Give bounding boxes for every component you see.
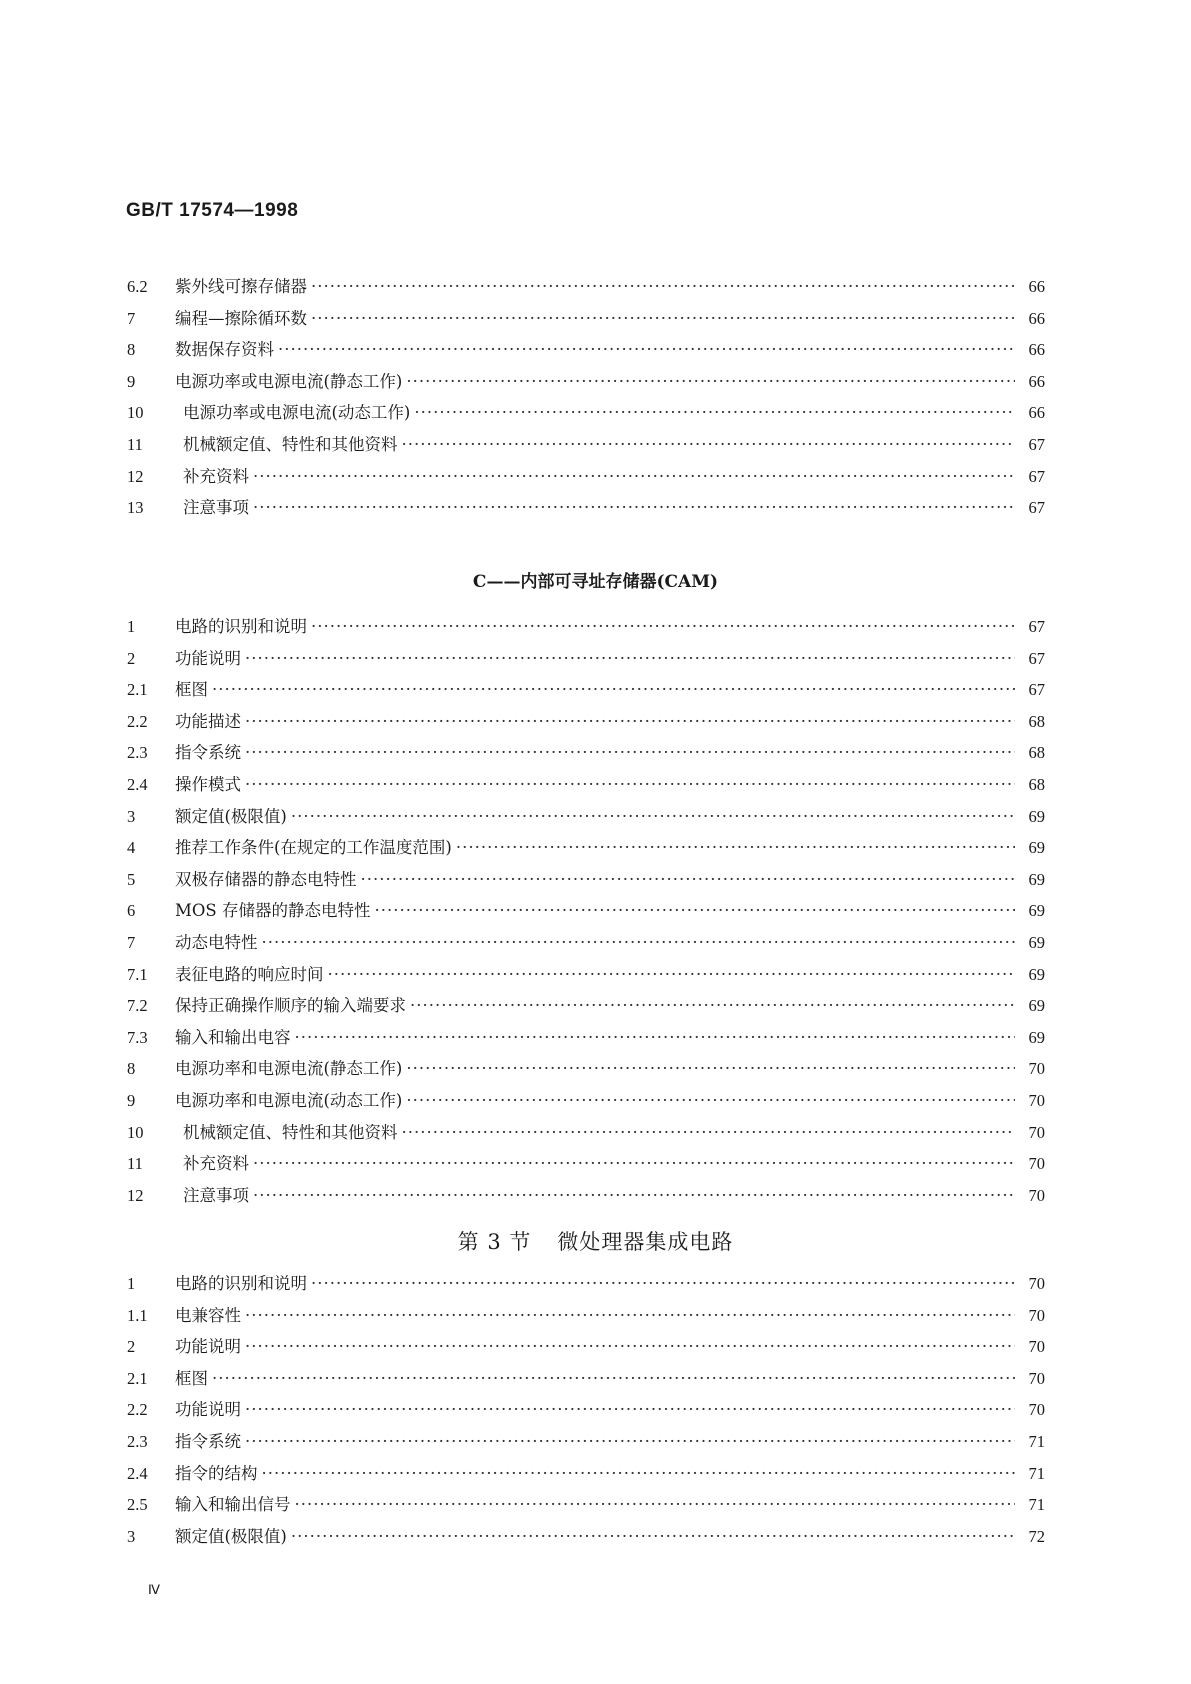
toc-entry-page: 67 bbox=[1028, 466, 1045, 486]
toc-entry-title: 表征电路的响应时间 bbox=[175, 964, 324, 984]
toc-entry[interactable] bbox=[127, 803, 1045, 835]
toc-entry-number: 1 bbox=[127, 1274, 136, 1293]
toc-entry-page: 70 bbox=[1028, 1400, 1045, 1420]
dot-leader bbox=[402, 1123, 1016, 1142]
toc-entry-page: 70 bbox=[1028, 1274, 1045, 1293]
toc-entry[interactable] bbox=[127, 1119, 1045, 1151]
toc-entry[interactable] bbox=[127, 1087, 1045, 1119]
toc-entry-number: 7.3 bbox=[127, 1027, 148, 1047]
dot-leader bbox=[311, 617, 1015, 636]
dot-leader bbox=[311, 309, 1015, 328]
toc-entry-number: 11 bbox=[127, 1154, 143, 1174]
toc-entry-title: 机械额定值、特性和其他资料 bbox=[183, 434, 398, 454]
dot-leader bbox=[291, 807, 1015, 826]
toc-entry[interactable] bbox=[127, 494, 1045, 526]
toc-entry-number: 2.2 bbox=[127, 711, 148, 731]
toc-entry[interactable] bbox=[127, 613, 1045, 645]
toc-entry-title: 输入和输出电容 bbox=[175, 1027, 291, 1047]
toc-entry-title: 补充资料 bbox=[183, 1154, 249, 1174]
toc-entry-page: 69 bbox=[1028, 838, 1045, 858]
toc-entry[interactable] bbox=[127, 1150, 1045, 1182]
toc-entry-number: 8 bbox=[127, 1059, 136, 1079]
dot-leader bbox=[406, 1059, 1015, 1078]
toc-entry-number: 10 bbox=[127, 1122, 144, 1142]
toc-entry-title: 框图 bbox=[175, 680, 208, 700]
toc-entry-page: 69 bbox=[1028, 996, 1045, 1016]
dot-leader bbox=[253, 1186, 1015, 1205]
toc-entry-title: 电源功率和电源电流(静态工作) bbox=[175, 1059, 403, 1079]
dot-leader bbox=[278, 340, 1015, 359]
dot-leader bbox=[361, 870, 1016, 889]
toc-entry-number: 13 bbox=[127, 498, 144, 518]
toc-entry-page: 70 bbox=[1028, 1059, 1045, 1079]
toc-entry-number: 1 bbox=[127, 617, 136, 636]
toc-entry-number: 12 bbox=[127, 1185, 144, 1205]
toc-entry[interactable] bbox=[127, 866, 1045, 898]
toc-entry-page: 67 bbox=[1028, 648, 1045, 668]
dot-leader bbox=[253, 467, 1015, 486]
dot-leader bbox=[406, 372, 1015, 391]
toc-entry-number: 5 bbox=[127, 869, 136, 889]
dot-leader bbox=[291, 1527, 1015, 1546]
dot-leader bbox=[245, 1306, 1015, 1325]
toc-entry-title: 紫外线可擦存储器 bbox=[175, 277, 307, 296]
toc-block-2 bbox=[127, 613, 1045, 1213]
toc-entry-number: 7 bbox=[127, 308, 136, 328]
dot-leader bbox=[212, 1369, 1015, 1388]
toc-entry-page: 69 bbox=[1028, 901, 1045, 921]
toc-entry-title: 指令系统 bbox=[175, 743, 241, 763]
toc-entry-page: 69 bbox=[1028, 964, 1045, 984]
toc-entry-title: 注意事项 bbox=[183, 498, 249, 518]
dot-leader bbox=[245, 775, 1015, 794]
toc-entry[interactable] bbox=[127, 1460, 1045, 1492]
dot-leader bbox=[295, 1495, 1016, 1514]
toc-entry-page: 71 bbox=[1028, 1463, 1045, 1483]
dot-leader bbox=[245, 649, 1015, 668]
toc-entry-page: 68 bbox=[1028, 711, 1045, 731]
toc-entry-page: 66 bbox=[1028, 308, 1045, 328]
toc-entry-number: 9 bbox=[127, 371, 136, 391]
toc-block-1 bbox=[127, 273, 1045, 526]
page-folio: Ⅳ bbox=[148, 1582, 160, 1597]
section-heading bbox=[0, 1226, 1191, 1256]
toc-entry-page: 66 bbox=[1028, 403, 1045, 423]
toc-entry[interactable] bbox=[127, 463, 1045, 495]
toc-entry-page: 70 bbox=[1028, 1122, 1045, 1142]
toc-entry-number: 2.4 bbox=[127, 774, 148, 794]
toc-entry-number: 6.2 bbox=[127, 277, 148, 296]
toc-entry-page: 70 bbox=[1028, 1185, 1045, 1205]
subsection-heading-cam: C——内部可寻址存储器(CAM) bbox=[472, 572, 719, 592]
toc-entry-title: MOS 存储器的静态电特性 bbox=[175, 901, 371, 921]
dot-leader bbox=[262, 1464, 1016, 1483]
toc-entry-page: 66 bbox=[1028, 277, 1045, 296]
toc-entry-page: 70 bbox=[1028, 1368, 1045, 1388]
toc-entry-title: 电兼容性 bbox=[175, 1305, 241, 1325]
toc-entry-page: 69 bbox=[1028, 932, 1045, 952]
toc-entry-page: 70 bbox=[1028, 1305, 1045, 1325]
toc-entry-page: 67 bbox=[1028, 680, 1045, 700]
dot-leader bbox=[295, 1028, 1016, 1047]
toc-entry-number: 8 bbox=[127, 340, 136, 360]
toc-entry-title: 数据保存资料 bbox=[175, 340, 274, 360]
dot-leader bbox=[253, 498, 1015, 517]
toc-entry[interactable] bbox=[127, 1428, 1045, 1460]
toc-entry-title: 动态电特性 bbox=[175, 932, 258, 952]
toc-entry-title: 功能说明 bbox=[175, 1337, 241, 1357]
toc-entry[interactable] bbox=[127, 336, 1045, 368]
toc-entry-title: 补充资料 bbox=[183, 466, 249, 486]
toc-entry-title: 保持正确操作顺序的输入端要求 bbox=[175, 996, 406, 1016]
toc-entry[interactable] bbox=[127, 1396, 1045, 1428]
toc-entry[interactable] bbox=[127, 1182, 1045, 1214]
toc-entry-title: 推荐工作条件(在规定的工作温度范围) bbox=[175, 838, 452, 858]
toc-entry-number: 4 bbox=[127, 838, 136, 858]
dot-leader bbox=[374, 901, 1015, 920]
section-title: 微处理器集成电路 bbox=[557, 1230, 734, 1254]
toc-entry-page: 67 bbox=[1028, 617, 1045, 636]
toc-entry[interactable] bbox=[127, 399, 1045, 431]
toc-entry-title: 功能说明 bbox=[175, 648, 241, 668]
dot-leader bbox=[311, 1274, 1015, 1293]
toc-entry-number: 7.1 bbox=[127, 964, 148, 984]
toc-entry[interactable] bbox=[127, 992, 1045, 1024]
toc-entry-number: 7 bbox=[127, 932, 136, 952]
dot-leader bbox=[212, 680, 1015, 699]
toc-entry-title: 电路的识别和说明 bbox=[175, 617, 307, 636]
toc-entry-title: 输入和输出信号 bbox=[175, 1495, 291, 1515]
toc-entry-title: 注意事项 bbox=[183, 1185, 249, 1205]
toc-entry-page: 70 bbox=[1028, 1090, 1045, 1110]
toc-entry-title: 电源功率或电源电流(动态工作) bbox=[183, 403, 411, 423]
toc-entry-number: 3 bbox=[127, 1526, 136, 1546]
dot-leader bbox=[402, 435, 1016, 454]
toc-entry[interactable] bbox=[127, 1365, 1045, 1397]
toc-entry-number: 11 bbox=[127, 434, 143, 454]
toc-entry-title: 电源功率或电源电流(静态工作) bbox=[175, 371, 403, 391]
toc-entry[interactable] bbox=[127, 305, 1045, 337]
toc-entry-title: 指令的结构 bbox=[175, 1463, 258, 1483]
toc-entry[interactable] bbox=[127, 1302, 1045, 1334]
dot-leader bbox=[245, 1432, 1015, 1451]
section-label: 第 3 节 bbox=[457, 1230, 532, 1254]
dot-leader bbox=[245, 1400, 1015, 1419]
toc-entry[interactable] bbox=[127, 368, 1045, 400]
toc-entry[interactable] bbox=[127, 1333, 1045, 1365]
dot-leader bbox=[253, 1154, 1015, 1173]
dot-leader bbox=[245, 1337, 1015, 1356]
toc-entry-number: 2.2 bbox=[127, 1400, 148, 1420]
toc-entry-title: 编程—擦除循环数 bbox=[175, 308, 307, 328]
toc-entry[interactable] bbox=[127, 1055, 1045, 1087]
toc-entry-page: 71 bbox=[1028, 1431, 1045, 1451]
dot-leader bbox=[328, 965, 1016, 984]
toc-entry[interactable] bbox=[127, 676, 1045, 708]
toc-entry-number: 6 bbox=[127, 901, 136, 921]
toc-entry[interactable] bbox=[127, 1491, 1045, 1523]
toc-entry[interactable] bbox=[127, 645, 1045, 677]
toc-entry[interactable] bbox=[127, 1523, 1045, 1555]
toc-entry-page: 69 bbox=[1028, 1027, 1045, 1047]
toc-block-3 bbox=[127, 1270, 1045, 1554]
toc-entry-title: 功能说明 bbox=[175, 1400, 241, 1420]
toc-entry[interactable] bbox=[127, 834, 1045, 866]
dot-leader bbox=[406, 1091, 1015, 1110]
toc-entry-page: 70 bbox=[1028, 1154, 1045, 1174]
toc-entry-number: 1.1 bbox=[127, 1305, 148, 1325]
toc-entry-number: 9 bbox=[127, 1090, 136, 1110]
dot-leader bbox=[414, 403, 1015, 422]
toc-entry-number: 3 bbox=[127, 806, 136, 826]
dot-leader bbox=[245, 712, 1015, 731]
toc-entry-title: 框图 bbox=[175, 1368, 208, 1388]
toc-entry-title: 机械额定值、特性和其他资料 bbox=[183, 1122, 398, 1142]
toc-entry-number: 2.3 bbox=[127, 743, 148, 763]
dot-leader bbox=[311, 277, 1015, 296]
toc-entry-number: 2 bbox=[127, 1337, 136, 1357]
toc-entry[interactable] bbox=[127, 897, 1045, 929]
dot-leader bbox=[262, 933, 1016, 952]
toc-entry[interactable] bbox=[127, 273, 1045, 305]
toc-entry[interactable] bbox=[127, 961, 1045, 993]
standard-code: GB/T 17574—1998 bbox=[126, 200, 299, 221]
toc-entry-number: 2.4 bbox=[127, 1463, 148, 1483]
toc-entry[interactable] bbox=[127, 739, 1045, 771]
toc-entry-page: 66 bbox=[1028, 371, 1045, 391]
toc-entry-title: 操作模式 bbox=[175, 774, 241, 794]
toc-entry-title: 电路的识别和说明 bbox=[175, 1274, 307, 1293]
toc-entry-page: 68 bbox=[1028, 774, 1045, 794]
toc-entry-page: 67 bbox=[1028, 498, 1045, 518]
toc-entry-number: 2.1 bbox=[127, 1368, 148, 1388]
toc-entry-page: 68 bbox=[1028, 743, 1045, 763]
toc-entry-number: 12 bbox=[127, 466, 144, 486]
dot-leader bbox=[410, 996, 1015, 1015]
toc-entry-page: 67 bbox=[1028, 434, 1045, 454]
toc-entry-number: 7.2 bbox=[127, 996, 148, 1016]
toc-entry-page: 72 bbox=[1028, 1526, 1045, 1546]
toc-entry[interactable] bbox=[127, 1024, 1045, 1056]
toc-entry-number: 2.1 bbox=[127, 680, 148, 700]
toc-entry-title: 双极存储器的静态电特性 bbox=[175, 869, 357, 889]
dot-leader bbox=[456, 838, 1015, 857]
toc-entry-title: 电源功率和电源电流(动态工作) bbox=[175, 1090, 403, 1110]
toc-entry-title: 功能描述 bbox=[175, 711, 241, 731]
toc-entry-page: 70 bbox=[1028, 1337, 1045, 1357]
toc-entry-title: 额定值(极限值) bbox=[175, 806, 287, 826]
dot-leader bbox=[245, 743, 1015, 762]
toc-entry-number: 2.5 bbox=[127, 1495, 148, 1515]
toc-entry[interactable] bbox=[127, 771, 1045, 803]
toc-entry-number: 2.3 bbox=[127, 1431, 148, 1451]
toc-entry-number: 10 bbox=[127, 403, 144, 423]
toc-entry[interactable] bbox=[127, 431, 1045, 463]
toc-entry-number: 2 bbox=[127, 648, 136, 668]
toc-entry[interactable] bbox=[127, 708, 1045, 740]
toc-entry[interactable] bbox=[127, 929, 1045, 961]
toc-entry-title: 指令系统 bbox=[175, 1431, 241, 1451]
toc-entry[interactable] bbox=[127, 1270, 1045, 1302]
toc-entry-page: 71 bbox=[1028, 1495, 1045, 1515]
toc-entry-page: 69 bbox=[1028, 869, 1045, 889]
toc-entry-page: 66 bbox=[1028, 340, 1045, 360]
toc-entry-title: 额定值(极限值) bbox=[175, 1526, 287, 1546]
toc-entry-page: 69 bbox=[1028, 806, 1045, 826]
